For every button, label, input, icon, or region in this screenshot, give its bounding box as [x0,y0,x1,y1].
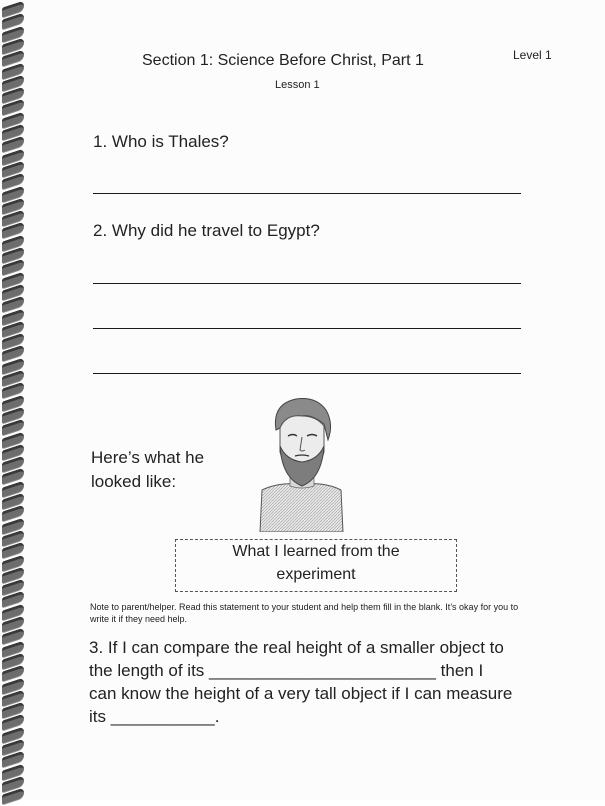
learned-box-line-1: What I learned from the [232,543,400,560]
spiral-binding [0,0,26,800]
level-label: Level 1 [513,48,552,62]
answer-line-1[interactable] [93,193,521,194]
question-3-line-4[interactable]: its ___________. [89,707,220,726]
question-3-line-3: can know the height of a very tall object if I can measure [89,684,513,703]
learned-box [175,539,457,592]
question-1: 1. Who is Thales? [93,132,229,151]
parent-note: Note to parent/helper. Read this statement to your student and help them fill in the blank. It’s okay for you to write it if they need help. [90,602,519,624]
thales-bust-icon [256,394,347,532]
answer-line-2a[interactable] [93,283,521,284]
portrait-caption: Here’s what he looked like: [91,448,205,491]
answer-line-2c[interactable] [93,373,521,374]
question-3 [89,636,549,728]
question-3-line-2[interactable]: the length of its ________________________ then I [89,661,484,680]
answer-line-2b[interactable] [93,328,521,329]
question-3-line-1: 3. If I can compare the real height of a smaller object to [89,638,504,657]
learned-box-line-2: experiment [276,566,356,583]
question-2: 2. Why did he travel to Egypt? [93,221,320,240]
lesson-label: Lesson 1 [275,79,320,91]
section-title: Section 1: Science Before Christ, Part 1 [142,52,424,69]
